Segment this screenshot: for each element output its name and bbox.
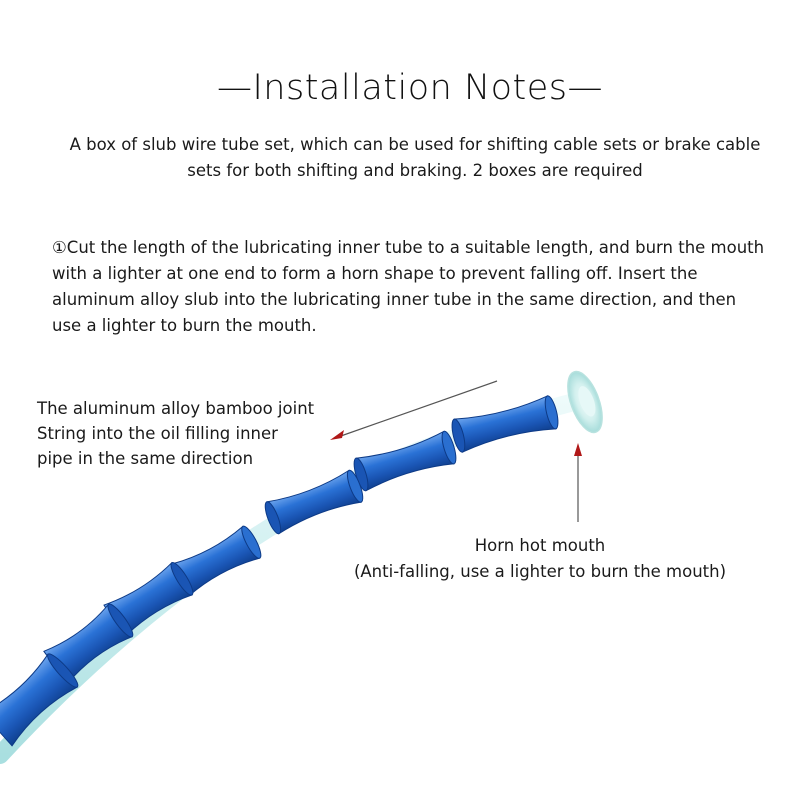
callout-line: (Anti-falling, use a lighter to burn the mouth) (353, 562, 727, 581)
bamboo-joint-callout (37, 396, 314, 471)
intro-text: A box of slub wire tube set, which can be used for shifting cable sets or brake cable sets for both shifting and braking. 2 boxes are required (69, 135, 761, 180)
callout-line: The aluminum alloy bamboo joint (37, 399, 315, 418)
callout-line: Horn hot mouth (474, 536, 606, 555)
page-title: —Installation Notes— (216, 68, 604, 108)
step-line: ①Cut the length of the lubricating inner tube to a suitable length, and burn the mouth (52, 238, 765, 257)
callout-line: String into the oil filling inner (37, 424, 278, 443)
slub-segment (262, 469, 366, 536)
horn-pointer-arrow (574, 443, 582, 522)
callout-line: pipe in the same direction (37, 449, 254, 468)
slub-segment (449, 395, 560, 454)
step-line: use a lighter to burn the mouth. (52, 316, 317, 335)
horn-mouth-callout (340, 533, 740, 585)
step-line: with a lighter at one end to form a horn shape to prevent falling off. Insert the (52, 264, 698, 283)
slub-segment (351, 430, 458, 492)
step-line: aluminum alloy slub into the lubricating inner tube in the same direction, and then (52, 290, 737, 309)
